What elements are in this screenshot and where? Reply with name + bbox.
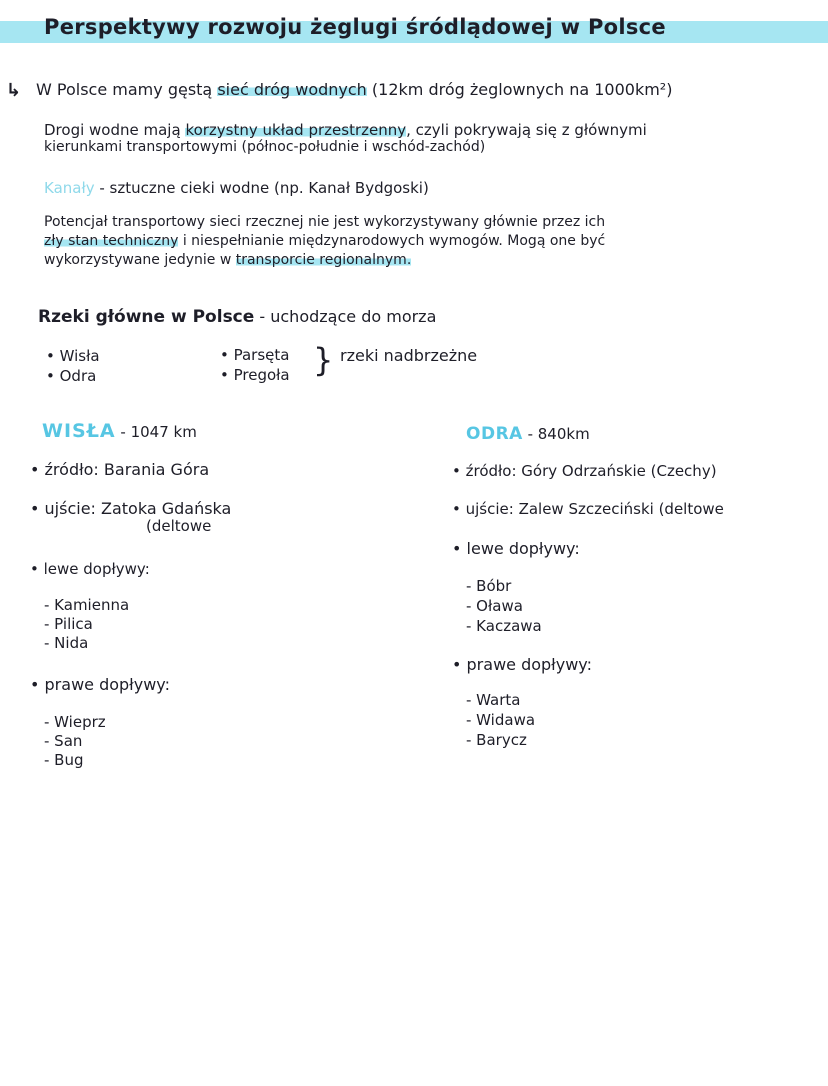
- intro-para-4-line-3: [44, 252, 411, 268]
- oder-left-tributary: - Oława: [466, 597, 523, 615]
- vistula-left-tributaries-label: • lewe dopływy:: [30, 560, 150, 578]
- vistula-left-tributary: - Pilica: [44, 615, 93, 633]
- oder-left-tributaries-label: • lewe dopływy:: [452, 539, 580, 558]
- intro-para-2-line-1: [44, 121, 647, 139]
- main-river-parseta: • Parsęta: [220, 346, 290, 364]
- oder-right-tributaries-label: • prawe dopływy:: [452, 655, 592, 674]
- para-2-start: Drogi wodne mają: [44, 121, 186, 139]
- vistula-left-tributary: - Nida: [44, 634, 89, 652]
- oder-source: • źródło: Góry Odrzańskie (Czechy): [452, 462, 717, 480]
- oder-left-tributary: - Kaczawa: [466, 617, 542, 635]
- oder-name: ODRA: [466, 424, 523, 444]
- main-rivers-heading-rest: - uchodzące do morza: [254, 307, 437, 326]
- main-river-pregola: • Pregoła: [220, 366, 290, 384]
- grouping-brace: }: [313, 341, 334, 379]
- highlight-bad-condition: zły stan techniczny: [44, 233, 179, 249]
- para-2-end: , czyli pokrywają się z głównymi: [406, 121, 647, 139]
- coastal-rivers-note: rzeki nadbrzeżne: [340, 346, 478, 365]
- para-4-line-2-rest: i niespełnianie międzynarodowych wymogów. Mogą one być: [178, 233, 606, 249]
- vistula-heading: [42, 420, 197, 442]
- para-4-line-3-start: wykorzystywane jedynie w: [44, 252, 236, 268]
- arrow-icon: ↳: [6, 80, 22, 101]
- highlight-layout: korzystny układ przestrzenny: [185, 121, 407, 139]
- vistula-left-tributary: - Kamienna: [44, 596, 130, 614]
- oder-heading: [466, 424, 590, 444]
- vistula-right-tributaries-label: • prawe dopływy:: [30, 675, 170, 694]
- vistula-right-tributary: - San: [44, 732, 83, 750]
- intro-line-1-end: (12km dróg żeglownych na 1000km²): [366, 80, 673, 99]
- page-title: Perspektywy rozwoju żeglugi śródlądowej w Polsce: [44, 15, 666, 39]
- oder-mouth: • ujście: Zalew Szczeciński (deltowe: [452, 500, 724, 518]
- oder-right-tributary: - Warta: [466, 691, 521, 709]
- vistula-right-tributary: - Bug: [44, 751, 84, 769]
- intro-para-4-line-2: [44, 233, 605, 249]
- vistula-length: - 1047 km: [115, 423, 197, 441]
- main-rivers-heading-bold: Rzeki główne w Polsce: [38, 307, 255, 327]
- main-rivers-heading: [38, 307, 436, 327]
- vistula-source: • źródło: Barania Góra: [30, 460, 210, 479]
- oder-length: - 840km: [522, 425, 590, 443]
- intro-para-4-line-1: Potencjał transportowy sieci rzecznej nie jest wykorzystywany głównie przez ich: [44, 214, 606, 230]
- canals-definition: - sztuczne cieki wodne (np. Kanał Bydgoski): [94, 179, 429, 197]
- vistula-mouth-type: (deltowe: [146, 517, 212, 535]
- intro-line-1-start: W Polsce mamy gęstą: [36, 80, 218, 99]
- vistula-mouth: • ujście: Zatoka Gdańska: [30, 499, 232, 518]
- intro-para-2-line-2: kierunkami transportowymi (północ-południe i wschód-zachód): [44, 139, 486, 155]
- oder-right-tributary: - Widawa: [466, 711, 536, 729]
- highlight-dense-network: sieć dróg wodnych: [217, 80, 367, 99]
- oder-left-tributary: - Bóbr: [466, 577, 512, 595]
- main-river-oder: • Odra: [46, 367, 97, 385]
- vistula-right-tributary: - Wieprz: [44, 713, 106, 731]
- canals-word: Kanały: [44, 179, 95, 197]
- canals-line: [44, 179, 429, 197]
- intro-line-1: [36, 80, 672, 99]
- highlight-regional-transport: transporcie regionalnym.: [235, 252, 412, 268]
- main-river-vistula: • Wisła: [46, 347, 100, 365]
- vistula-name: WISŁA: [42, 420, 116, 442]
- oder-right-tributary: - Barycz: [466, 731, 527, 749]
